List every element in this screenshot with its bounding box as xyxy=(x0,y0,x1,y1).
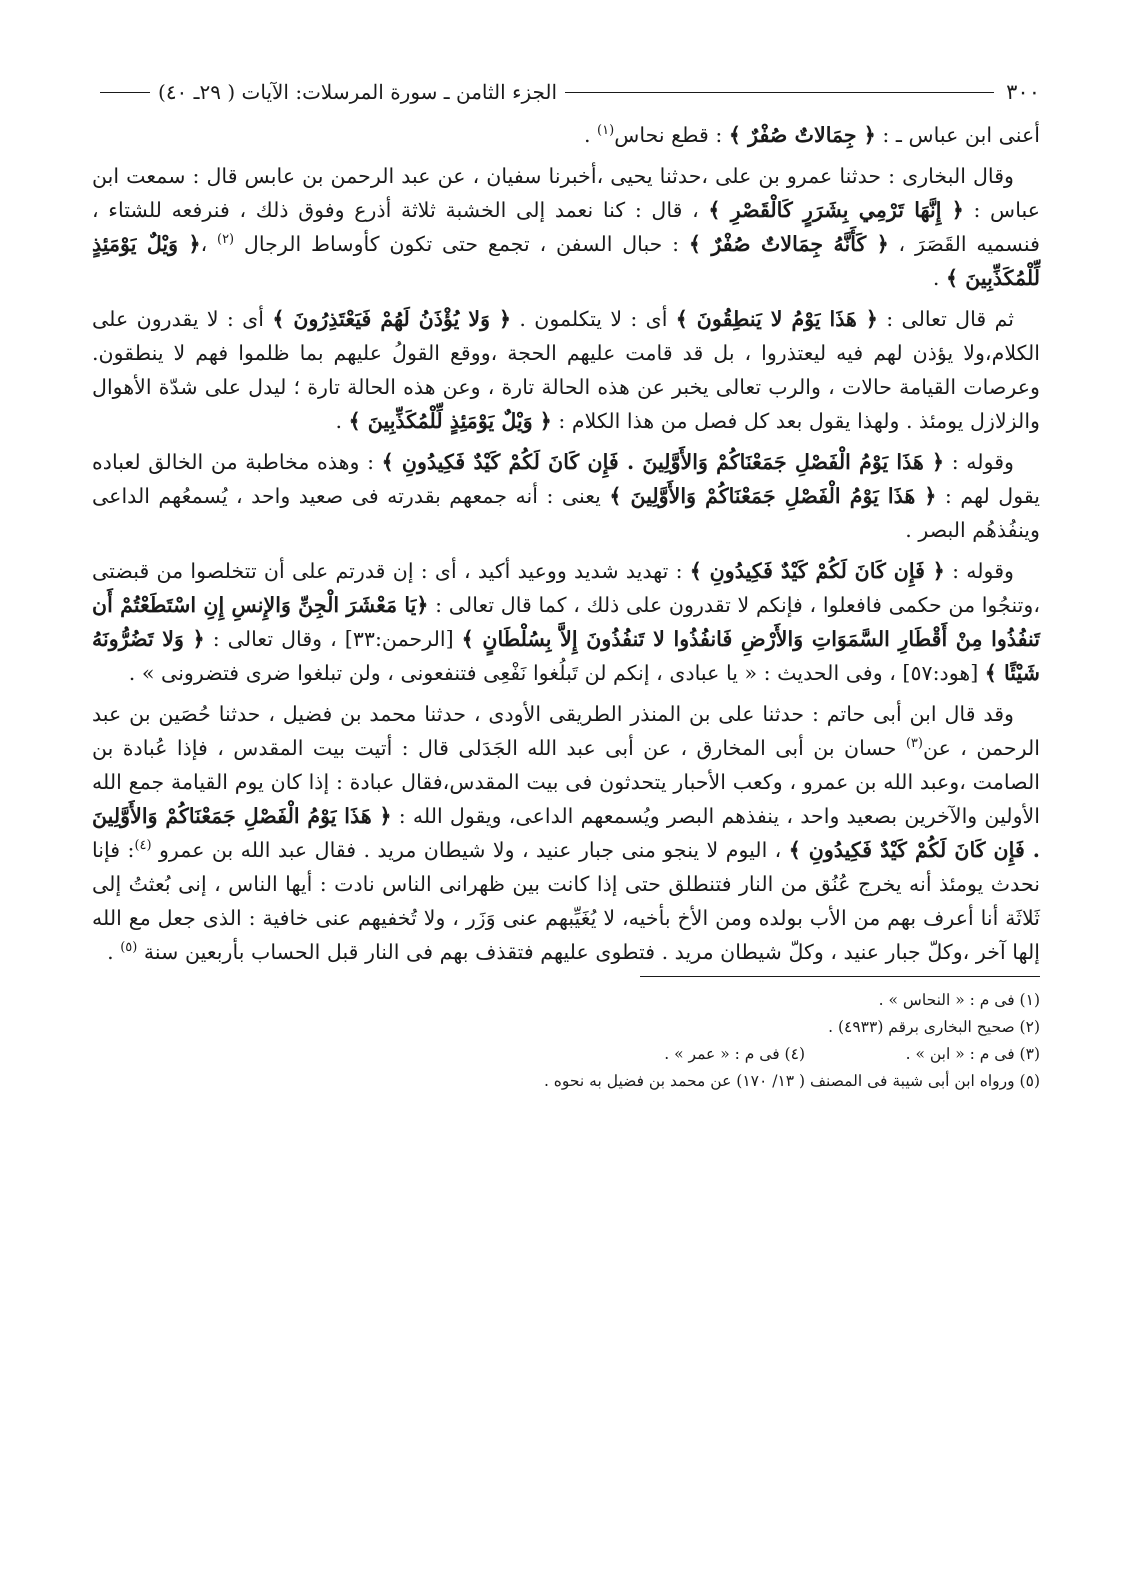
quran-verse: ﴿ إِنَّهَا تَرْمِي بِشَرَرٍ كَالْقَصْرِ ﴾ xyxy=(708,198,964,222)
text-run: . xyxy=(335,409,349,433)
paragraph-4 xyxy=(92,445,1040,547)
text-run: وقوله : xyxy=(944,559,1014,583)
footnote-3: (٣) فى م : « ابن » . xyxy=(905,1045,1040,1063)
header-rule-end xyxy=(100,92,150,93)
footnote-marker: (١) xyxy=(597,123,615,139)
header-rule xyxy=(565,92,994,93)
text-run: : حبال السفن ، تجمع حتى تكون كأوساط الرجال xyxy=(234,232,689,256)
paragraph-5 xyxy=(92,554,1040,690)
quran-verse: ﴿ وَلا يُؤْذَنُ لَهُمْ فَيَعْتَذِرُونَ ﴾ xyxy=(272,307,512,331)
text-run: يعنى : أنه جمعهم بقدرته فى صعيد واحد ، يُسمعُهم الداعى وينفُذهُم البصر . xyxy=(92,484,1040,542)
quran-verse: ﴿ وَيْلٌ يَوْمَئِذٍ لِّلْمُكَذِّبِينَ ﴾ xyxy=(92,232,1040,290)
quran-verse: ﴿ وَلا تَضُرُّونَهُ شَيْئًا ﴾ xyxy=(92,627,1040,685)
footnote-4: (٤) فى م : « عمر » . xyxy=(664,1045,805,1063)
text-run: [هود:٥٧] ، وفى الحديث : « يا عبادى ، إنكم لن تَبلُغوا نَفْعِى فتنفعونى ، ولن تبلغوا ضرى فتضرونى » . xyxy=(128,661,985,685)
text-run: ثم قال تعالى : xyxy=(877,307,1015,331)
text-run: وقد قال ابن أبى حاتم : حدثنا على بن المنذر الطريقى الأودى ، حدثنا محمد بن فضيل ، حدثنا حُصَين بن عبد الرحمن ، عن xyxy=(92,702,1040,760)
text-run: وقال البخارى : حدثنا عمرو بن على ،حدثنا يحيى ،أخبرنا سفيان ، عن عبد الرحمن بن عابس قال : سمعت ابن عباس : xyxy=(92,164,1040,222)
quran-verse: ﴿ جِمَالاتٌ صُفْرٌ ﴾ xyxy=(728,123,876,147)
text-run: . xyxy=(107,940,121,964)
paragraph-1 xyxy=(92,118,1040,152)
footnote-marker: (٤) xyxy=(134,838,152,854)
text-run: . xyxy=(932,266,946,290)
footnote-rule xyxy=(640,976,1040,977)
quran-verse: ﴿ هَذَا يَوْمُ الْفَصْلِ جَمَعْنَاكُمْ وَالأَوَّلِينَ . فَإِن كَانَ لَكُمْ كَيْدٌ فَكِيدُونِ ﴾ xyxy=(92,804,1040,862)
paragraph-6 xyxy=(92,697,1040,969)
text-run: : فإنا نحدث يومئذ أنه يخرج عُنُق من النار فتنطلق حتى إذا كانت بين ظهرانى الناس نادت : أيها الناس ، إنى بُعثتُ إلى ثَلاثَة أنا أعرف بهم من الأب بولده ومن الأخ بأخيه، لا يُغَيِّبهم عنى وَزَر ، ولا تُخفيهم عنى خافية : الذى جعل مع الله إلها آخر ،وكلّ جبار عنيد ، وكلّ شيطان مريد . فتطوى عليهم فتقذف بهم فى النار قبل الحساب بأربعين سنة xyxy=(92,838,1040,964)
body-text xyxy=(92,118,1040,969)
text-run: : وهذه مخاطبة من الخالق لعباده يقول لهم : xyxy=(92,450,1040,508)
footnote-marker: (٢) xyxy=(216,232,235,248)
text-run: أعنى ابن عباس ـ : xyxy=(875,123,1040,147)
text-run: [الرحمن:٣٣] ، وقال تعالى : xyxy=(204,627,462,651)
text-run: : تهديد شديد ووعيد أكيد ، أى : إن قدرتم على أن تتخلصوا من قبضتى ،وتنجُوا من حكمى فافعلوا ، فإنكم لا تقدرون على ذلك ، كما قال تعالى : xyxy=(92,559,1040,617)
text-run: . xyxy=(583,123,598,147)
text-run: ، قال : كنا نعمد إلى الخشبة ثلاثة أذرع وفوق ذلك ، فنرفعه للشتاء ، فنسميه القَصَرَ ، xyxy=(92,198,1040,256)
page-number: ٣٠٠ xyxy=(1006,80,1040,104)
text-run: : قطع نحاس xyxy=(614,123,729,147)
quran-verse: ﴿يَا مَعْشَرَ الْجِنِّ وَالإِنسِ إِنِ اسْتَطَعْتُمْ أَن تَنفُذُوا مِنْ أَقْطَارِ السَّمَوَاتِ وَالأَرْضِ فَانفُذُوا لا تَنفُذُونَ إِلاَّ بِسُلْطَانٍ ﴾ xyxy=(92,593,1040,651)
quran-verse: ﴿ هَذَا يَوْمُ لا يَنطِقُونَ ﴾ xyxy=(675,307,878,331)
text-run: أى : لا يتكلمون . xyxy=(511,307,676,331)
paragraph-2 xyxy=(92,159,1040,295)
footnote-1: (١) فى م : « النحاس » . xyxy=(878,991,1040,1009)
quran-verse: ﴿ كَأَنَّهُ جِمَالاتٌ صُفْرٌ ﴾ xyxy=(688,232,889,256)
text-run: وقوله : xyxy=(944,450,1015,474)
quran-verse: ﴿ فَإِن كَانَ لَكُمْ كَيْدٌ فَكِيدُونِ ﴾ xyxy=(689,559,945,583)
running-title: الجزء الثامن ـ سورة المرسلات: الآيات ( ٢٩ـ ٤٠) xyxy=(158,80,558,104)
footnote-5: (٥) ورواه ابن أبى شيبة فى المصنف ( ١٣/ ١٧٠) عن محمد بن فضيل به نحوه . xyxy=(543,1072,1040,1090)
footnotes xyxy=(92,987,1040,1095)
footnote-marker: (٣) xyxy=(905,736,923,752)
quran-verse: ﴿ هَذَا يَوْمُ الْفَصْلِ جَمَعْنَاكُمْ وَالأَوَّلِينَ . فَإِن كَانَ لَكُمْ كَيْدٌ فَكِيدُونِ ﴾ xyxy=(381,450,945,474)
page xyxy=(92,72,1040,1095)
running-head xyxy=(92,72,1040,112)
text-run: حسان بن أبى المخارق ، عن أبى عبد الله الجَدَلى قال : أتيت بيت المقدس ، فإذا عُبادة بن الصامت ،وعبد الله بن عمرو ، وكعب الأحبار يتحدثون فى بيت المقدس،فقال عبادة : إذا كان يوم القيامة جمع الله الأولين والآخرين بصعيد واحد ، ينفذهم البصر ويُسمعهم الداعى، ويقول الله : xyxy=(92,736,1040,828)
text-run: ، اليوم لا ينجو منى جبار عنيد ، ولا شيطان مريد . فقال عبد الله بن عمرو xyxy=(151,838,789,862)
footnote-row-3-4 xyxy=(92,1041,1040,1068)
text-run: ، xyxy=(200,232,217,256)
quran-verse: ﴿ وَيْلٌ يَوْمَئِذٍ لِّلْمُكَذِّبِينَ ﴾ xyxy=(348,409,552,433)
footnote-marker: (٥) xyxy=(120,940,138,956)
paragraph-3 xyxy=(92,302,1040,438)
quran-verse: ﴿ هَذَا يَوْمُ الْفَصْلِ جَمَعْنَاكُمْ وَالأَوَّلِينَ ﴾ xyxy=(609,484,937,508)
footnote-2: (٢) صحيح البخارى برقم (٤٩٣٣) . xyxy=(828,1018,1040,1036)
text-run: أى : لا يقدرون على الكلام،ولا يؤذن لهم فيه ليعتذروا ، بل قد قامت عليهم الحجة ،ووقع القولُ عليهم بما ظلموا فهم لا ينطقون. وعرصات القيامة حالات ، والرب تعالى يخبر عن هذه الحالة تارة ، وعن هذه الحالة تارة ؛ ليدل على شدّة الأهوال والزلازل يومئذ . ولهذا يقول بعد كل فصل من هذا الكلام : xyxy=(92,307,1040,433)
